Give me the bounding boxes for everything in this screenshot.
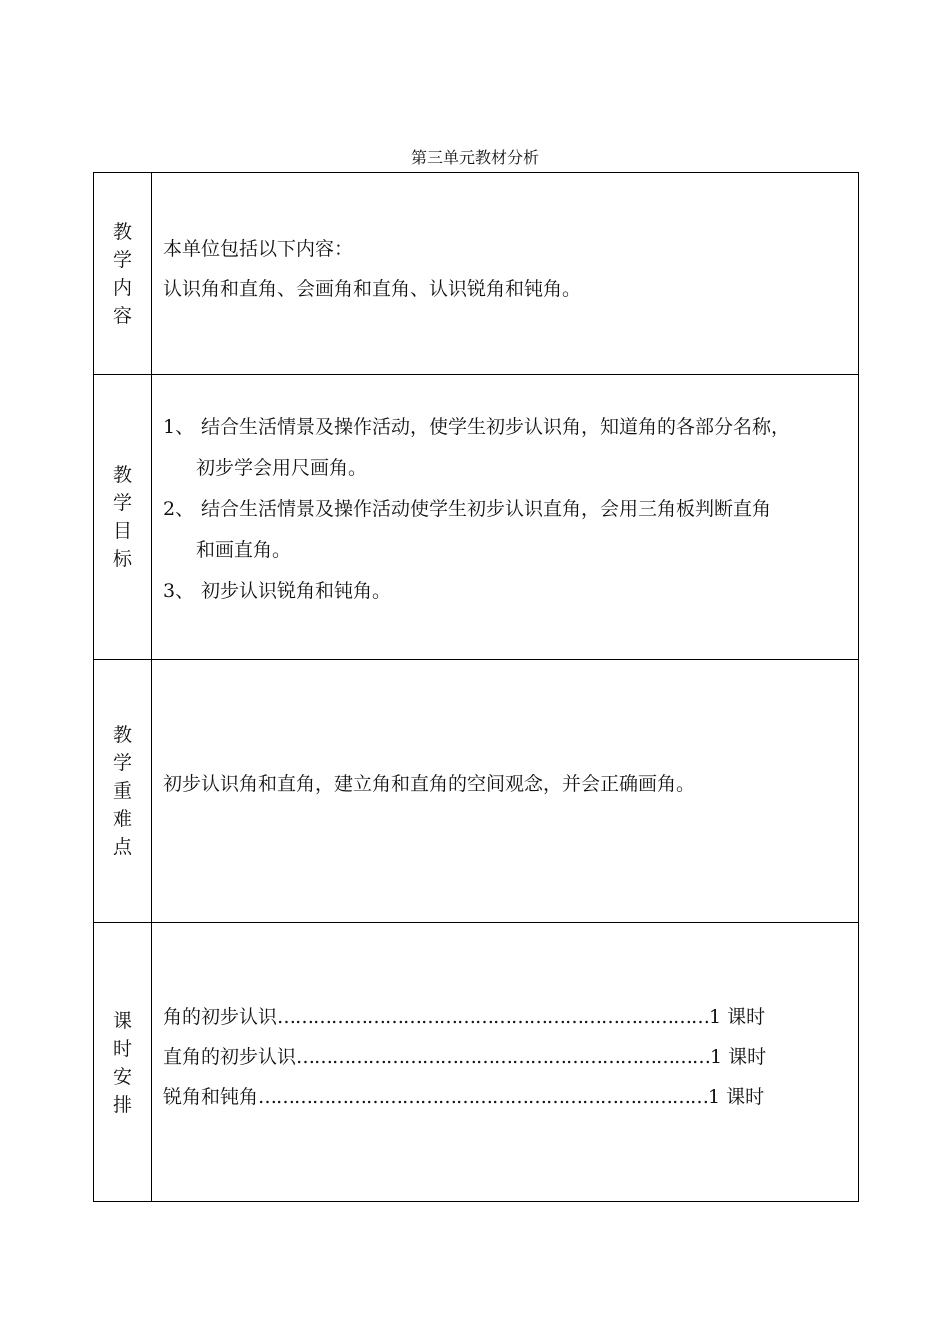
key-points-cell: 初步认识角和直角，建立角和直角的空间观念，并会正确画角。 — [163, 773, 696, 795]
teaching-goals-cell — [163, 407, 850, 612]
column-divider — [151, 173, 152, 1201]
goal-item: 1、 结合生活情景及操作活动，使学生初步认识角，知道角的各部分名称， — [163, 416, 791, 438]
schedule-item: 角的初步认识………………………………………………………………1 课时 — [163, 1006, 766, 1028]
row-label-goals: 教 学 目 标 — [112, 463, 132, 570]
schedule-item: 锐角和钝角…………………………………………………………………1 课时 — [163, 1086, 765, 1108]
goal-item-continued: 和画直角。 — [196, 539, 292, 561]
goal-item: 3、 初步认识锐角和钝角。 — [163, 580, 392, 602]
analysis-table — [93, 172, 859, 1202]
teaching-content-cell — [163, 229, 850, 309]
row-divider — [94, 659, 858, 660]
document-title: 第三单元教材分析 — [410, 148, 539, 167]
schedule-cell — [163, 997, 850, 1117]
row-divider — [94, 374, 858, 375]
row-label-key-points: 教 学 重 难 点 — [112, 723, 132, 858]
content-line: 认识角和直角、会画角和直角、认识锐角和钝角。 — [163, 278, 582, 300]
row-divider — [94, 922, 858, 923]
schedule-item: 直角的初步认识……………………………………………………………1 课时 — [163, 1046, 767, 1068]
goal-item: 2、 结合生活情景及操作活动使学生初步认识直角，会用三角板判断直角 — [163, 498, 772, 520]
row-label-content: 教 学 内 容 — [112, 220, 132, 327]
content-line: 本单位包括以下内容： — [163, 238, 354, 260]
row-label-schedule: 课 时 安 排 — [112, 1009, 132, 1116]
goal-item-continued: 初步学会用尺画角。 — [196, 457, 368, 479]
